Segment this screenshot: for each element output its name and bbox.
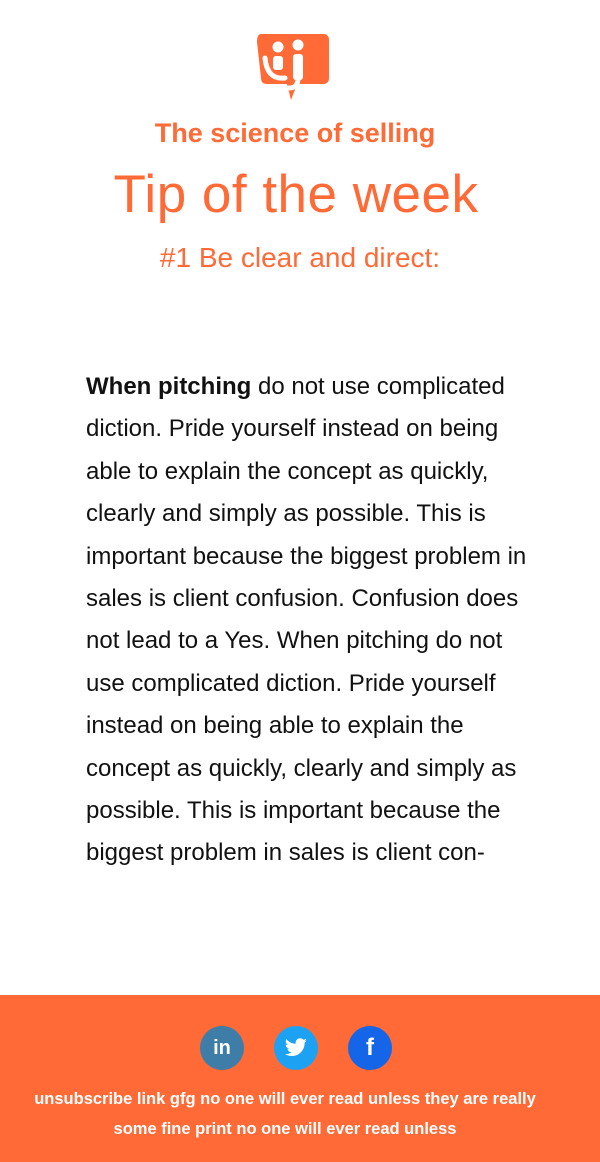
speech-bubble-people-icon [253,30,333,102]
twitter-button[interactable] [274,1026,318,1070]
facebook-icon: f [366,1034,374,1061]
twitter-bird-icon [284,1038,308,1058]
header [0,0,600,300]
footer-fine-print [0,1084,570,1144]
tip-lead: When pitching [86,373,252,400]
linkedin-button[interactable] [200,1026,244,1070]
facebook-button[interactable] [348,1026,392,1070]
linkedin-icon: in [213,1036,231,1059]
fine-print: some fine print no one will ever read unless [113,1120,457,1138]
tip-body [86,366,542,875]
footer [0,995,600,1162]
newsletter-subtitle: The science of selling [154,118,436,148]
social-links [200,1026,400,1070]
tip-text: do not use complicated diction. Pride yourself instead on being able to explain the concept as quickly, clearly and simply as possible. This is important because the biggest problem in sales is client confusion. Confusion does not lead to a Yes. When pitching do not use complicated diction. Pride yourself instead on being able to explain the concept as quickly, clearly and simply as possible. This is important because the biggest problem in sales is client con- [86,373,527,867]
tip-heading: #1 Be clear and direct: [159,242,441,273]
unsubscribe-link[interactable]: unsubscribe link gfg no one will ever read unless they are really [34,1090,536,1108]
page-title: Tip of the week [113,165,479,224]
